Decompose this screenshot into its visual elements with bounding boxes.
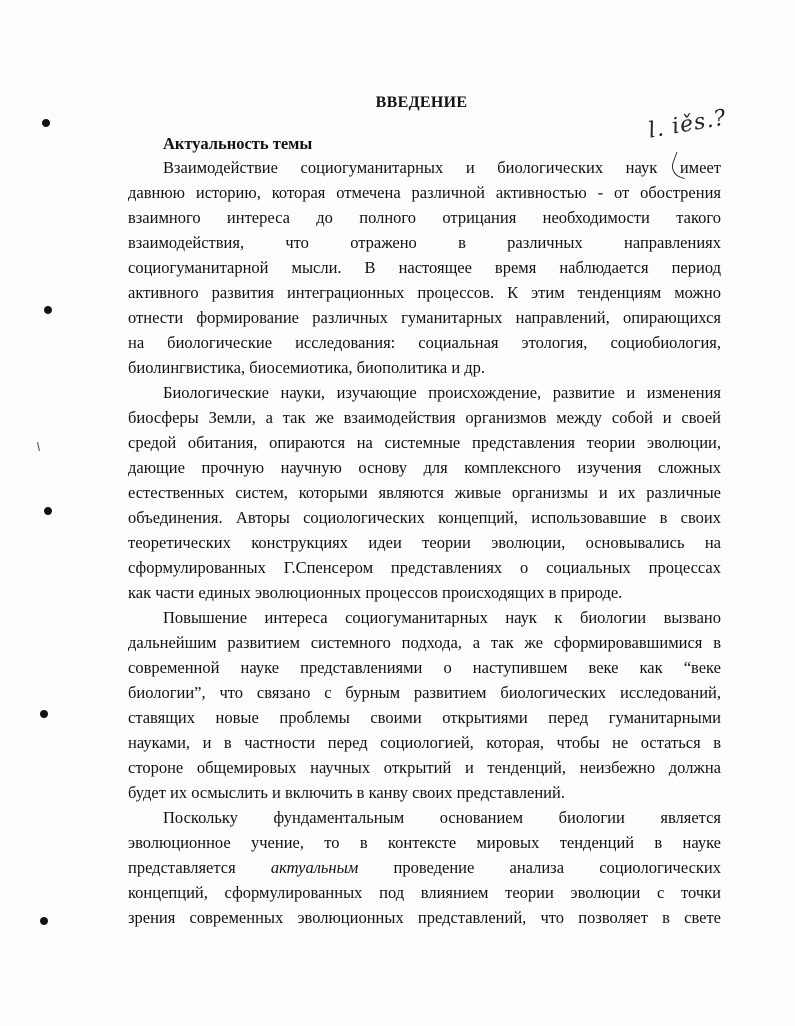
body-line bbox=[128, 858, 721, 878]
line-text: как части единых эволюционных процессов происходящих в природе. bbox=[128, 583, 623, 602]
punch-hole-mark bbox=[42, 119, 50, 127]
body-line bbox=[128, 258, 721, 278]
body-line bbox=[128, 308, 721, 328]
body-line bbox=[128, 583, 721, 603]
body-line bbox=[128, 433, 721, 453]
body-line bbox=[128, 458, 721, 478]
line-text: представляется bbox=[128, 858, 271, 877]
line-text: естественных систем, которыми являются живые организмы и их различные bbox=[128, 483, 721, 502]
body-line bbox=[128, 533, 721, 553]
line-text: Поскольку фундаментальным основанием биологии является bbox=[163, 808, 721, 827]
line-text: Повышение интереса социогуманитарных наук к биологии вызвано bbox=[163, 608, 721, 627]
body-line bbox=[163, 158, 721, 178]
body-line bbox=[128, 558, 721, 578]
body-line bbox=[128, 358, 721, 378]
line-text: концепций, сформулированных под влиянием теории эволюции с точки bbox=[128, 883, 721, 902]
body-line bbox=[128, 658, 721, 678]
line-text: ставящих новые проблемы своими открытиями перед гуманитарными bbox=[128, 708, 721, 727]
line-text: Взаимодействие социогуманитарных и биологических наук имеет bbox=[163, 158, 721, 177]
body-line bbox=[128, 633, 721, 653]
line-text: социогуманитарной мысли. В настоящее время наблюдается период bbox=[128, 258, 721, 277]
body-line bbox=[128, 283, 721, 303]
body-line bbox=[128, 508, 721, 528]
line-text: средой обитания, опираются на системные представления теории эволюции, bbox=[128, 433, 721, 452]
body-line bbox=[128, 908, 721, 928]
line-text: дающие прочную научную основу для комплексного изучения сложных bbox=[128, 458, 721, 477]
body-line bbox=[128, 883, 721, 903]
line-text: Биологические науки, изучающие происхождение, развитие и изменения bbox=[163, 383, 721, 402]
punch-hole-mark bbox=[40, 917, 48, 925]
line-text: взаимодействия, что отражено в различных направлениях bbox=[128, 233, 721, 252]
line-text: зрения современных эволюционных представлений, что позволяет в свете bbox=[128, 908, 721, 927]
line-text: будет их осмыслить и включить в канву своих представлений. bbox=[128, 783, 565, 802]
line-text: современной науке представлениями о наступившем веке как “веке bbox=[128, 658, 721, 677]
body-line bbox=[128, 833, 721, 853]
body-line bbox=[128, 733, 721, 753]
line-text: дальнейшим развитием системного подхода, а так же сформировавшимися в bbox=[128, 633, 721, 652]
line-text: эволюционное учение, то в контексте мировых тенденций в науке bbox=[128, 833, 721, 852]
body-line bbox=[128, 783, 721, 803]
body-line bbox=[163, 808, 721, 828]
body-line bbox=[128, 683, 721, 703]
body-line bbox=[163, 383, 721, 403]
emphasized-word: актуальным bbox=[270, 858, 359, 877]
body-line bbox=[128, 208, 721, 228]
body-line bbox=[128, 758, 721, 778]
line-text: активного развития интеграционных процессов. К этим тенденциям можно bbox=[128, 283, 721, 302]
body-line bbox=[128, 233, 721, 253]
line-text: проведение анализа социологических bbox=[358, 858, 721, 877]
punch-hole-mark bbox=[40, 710, 48, 718]
line-text: теоретических конструкциях идеи теории эволюции, основывались на bbox=[128, 533, 721, 552]
punch-hole-mark bbox=[44, 507, 52, 515]
line-text: взаимного интереса до полного отрицания необходимости такого bbox=[128, 208, 721, 227]
line-text: объединения. Авторы социологических концепций, использовавшие в своих bbox=[128, 508, 721, 527]
scan-tick-mark bbox=[37, 442, 40, 451]
body-line bbox=[128, 483, 721, 503]
line-text: сформулированных Г.Спенсером представлениях о социальных процессах bbox=[128, 558, 721, 577]
section-subtitle: Актуальность темы bbox=[163, 134, 313, 153]
line-text: на биологические исследования: социальная этология, социобиология, bbox=[128, 333, 721, 352]
line-text: биосферы Земли, а так же взаимодействия организмов между собой и своей bbox=[128, 408, 721, 427]
punch-hole-mark bbox=[44, 306, 52, 314]
line-text: отнести формирование различных гуманитарных направлений, опирающихся bbox=[128, 308, 721, 327]
handwritten-annotation: l. iěs.? bbox=[646, 105, 729, 144]
line-text: науками, и в частности перед социологией, которая, чтобы не остаться в bbox=[128, 733, 721, 752]
body-line bbox=[163, 608, 721, 628]
body-line bbox=[128, 183, 721, 203]
line-text: биологии”, что связано с бурным развитием биологических исследований, bbox=[128, 683, 721, 702]
body-line bbox=[128, 333, 721, 353]
body-line bbox=[128, 408, 721, 428]
line-text: давнюю историю, которая отмечена различной активностью - от обострения bbox=[128, 183, 721, 202]
body-line bbox=[128, 708, 721, 728]
line-text: стороне общемировых научных открытий и тенденций, неизбежно должна bbox=[128, 758, 721, 777]
page-title: ВВЕДЕНИЕ bbox=[375, 94, 468, 111]
line-text: биолингвистика, биосемиотика, биополитика и др. bbox=[128, 358, 486, 377]
